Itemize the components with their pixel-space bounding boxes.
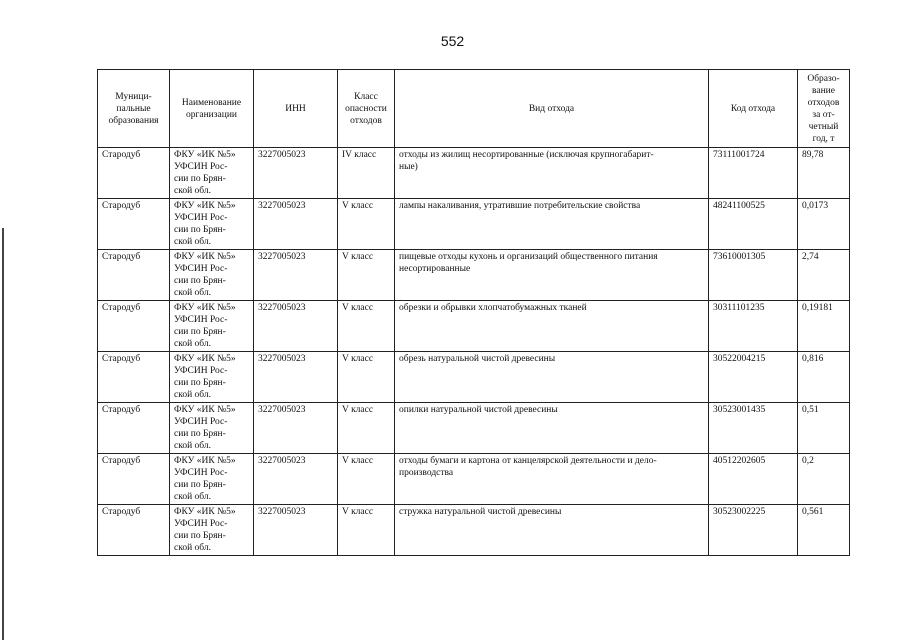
cell-inn: 3227005023 (254, 403, 338, 454)
cell-inn: 3227005023 (254, 199, 338, 250)
cell-amount: 0,2 (798, 454, 850, 505)
cell-hazard-class: IV класс (338, 148, 395, 199)
cell-inn: 3227005023 (254, 301, 338, 352)
cell-waste-code: 30311101235 (709, 301, 798, 352)
cell-organization: ФКУ «ИК №5» УФСИН Рос- сии по Брян- ской обл. (170, 148, 254, 199)
cell-waste-type: обрезки и обрывки хлопчатобумажных тканей (395, 301, 709, 352)
cell-hazard-class: V класс (338, 454, 395, 505)
cell-waste-type: пищевые отходы кухонь и организаций общественного питания несортированные (395, 250, 709, 301)
table-row (98, 505, 850, 556)
header-inn: ИНН (254, 70, 338, 148)
cell-inn: 3227005023 (254, 505, 338, 556)
cell-hazard-class: V класс (338, 250, 395, 301)
cell-waste-code: 48241100525 (709, 199, 798, 250)
cell-organization: ФКУ «ИК №5» УФСИН Рос- сии по Брян- ской обл. (170, 454, 254, 505)
waste-table (97, 69, 850, 556)
cell-organization: ФКУ «ИК №5» УФСИН Рос- сии по Брян- ской обл. (170, 505, 254, 556)
cell-municipality: Стародуб (98, 403, 170, 454)
page-number: 552 (440, 33, 465, 49)
cell-amount: 0,19181 (798, 301, 850, 352)
table-row (98, 199, 850, 250)
header-waste-code: Код отхода (709, 70, 798, 148)
cell-municipality: Стародуб (98, 250, 170, 301)
header-row (98, 70, 850, 148)
cell-organization: ФКУ «ИК №5» УФСИН Рос- сии по Брян- ской обл. (170, 301, 254, 352)
cell-waste-code: 73111001724 (709, 148, 798, 199)
cell-hazard-class: V класс (338, 403, 395, 454)
scan-edge-line (2, 228, 4, 640)
header-amount: Образо- вание отходов за от- четный год, т (798, 70, 850, 148)
cell-inn: 3227005023 (254, 148, 338, 199)
table-row (98, 454, 850, 505)
cell-municipality: Стародуб (98, 454, 170, 505)
cell-hazard-class: V класс (338, 505, 395, 556)
table-row (98, 352, 850, 403)
cell-waste-code: 30523001435 (709, 403, 798, 454)
cell-inn: 3227005023 (254, 454, 338, 505)
cell-waste-code: 30523002225 (709, 505, 798, 556)
cell-waste-type: стружка натуральной чистой древесины (395, 505, 709, 556)
header-organization: Наименование организации (170, 70, 254, 148)
header-municipality: Муници- пальные образования (98, 70, 170, 148)
cell-organization: ФКУ «ИК №5» УФСИН Рос- сии по Брян- ской обл. (170, 352, 254, 403)
cell-municipality: Стародуб (98, 352, 170, 403)
cell-waste-code: 73610001305 (709, 250, 798, 301)
cell-organization: ФКУ «ИК №5» УФСИН Рос- сии по Брян- ской обл. (170, 250, 254, 301)
cell-waste-code: 40512202605 (709, 454, 798, 505)
cell-hazard-class: V класс (338, 352, 395, 403)
cell-inn: 3227005023 (254, 250, 338, 301)
cell-organization: ФКУ «ИК №5» УФСИН Рос- сии по Брян- ской обл. (170, 403, 254, 454)
table-row (98, 148, 850, 199)
cell-hazard-class: V класс (338, 199, 395, 250)
cell-amount: 0,0173 (798, 199, 850, 250)
cell-municipality: Стародуб (98, 148, 170, 199)
cell-amount: 0,816 (798, 352, 850, 403)
cell-waste-type: отходы из жилищ несортированные (исключая крупногабарит- ные) (395, 148, 709, 199)
table-row (98, 301, 850, 352)
cell-municipality: Стародуб (98, 301, 170, 352)
cell-amount: 89,78 (798, 148, 850, 199)
cell-amount: 0,561 (798, 505, 850, 556)
cell-organization: ФКУ «ИК №5» УФСИН Рос- сии по Брян- ской обл. (170, 199, 254, 250)
cell-municipality: Стародуб (98, 505, 170, 556)
table-row (98, 403, 850, 454)
cell-waste-type: отходы бумаги и картона от канцелярской деятельности и дело- производства (395, 454, 709, 505)
cell-waste-type: опилки натуральной чистой древесины (395, 403, 709, 454)
table-header (98, 70, 850, 148)
header-hazard-class: Класс опасности отходов (338, 70, 395, 148)
cell-hazard-class: V класс (338, 301, 395, 352)
cell-inn: 3227005023 (254, 352, 338, 403)
header-waste-type: Вид отхода (395, 70, 709, 148)
table-body (98, 148, 850, 556)
cell-waste-type: лампы накаливания, утратившие потребительские свойства (395, 199, 709, 250)
cell-amount: 0,51 (798, 403, 850, 454)
cell-waste-code: 30522004215 (709, 352, 798, 403)
cell-municipality: Стародуб (98, 199, 170, 250)
table-row (98, 250, 850, 301)
cell-waste-type: обрезь натуральной чистой древесины (395, 352, 709, 403)
cell-amount: 2,74 (798, 250, 850, 301)
